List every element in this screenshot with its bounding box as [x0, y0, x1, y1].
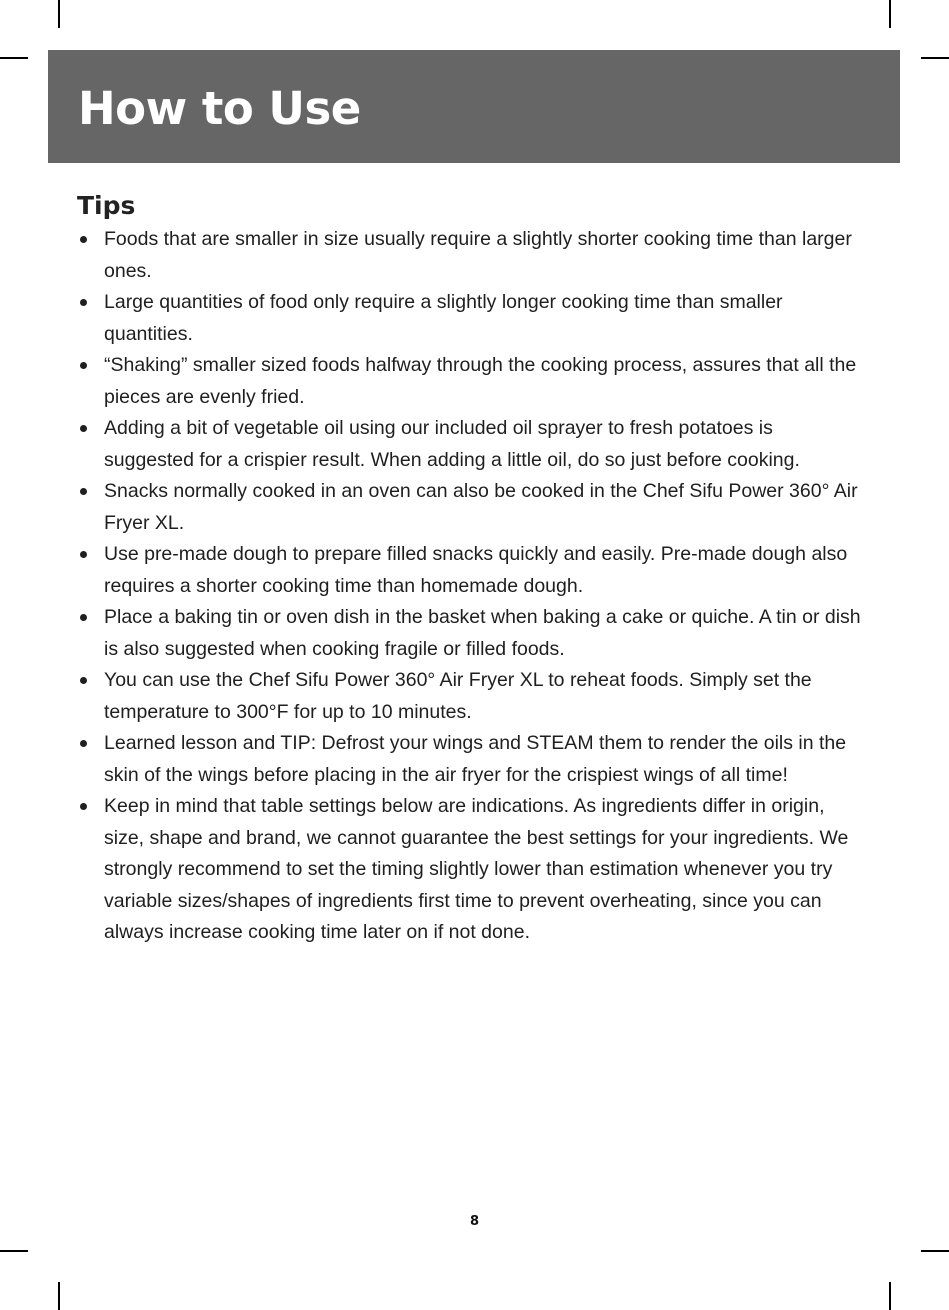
tip-item	[78, 728, 868, 791]
tip-text: Adding a bit of vegetable oil using our included oil sprayer to fresh potatoes is suggested for a crispier result. When adding a little oil, do so just before cooking.	[104, 417, 800, 471]
bullet-icon	[80, 551, 87, 558]
bullet-icon	[80, 299, 87, 306]
crop-mark-top-right	[889, 0, 891, 28]
bullet-icon	[80, 677, 87, 684]
bullet-icon	[80, 362, 87, 369]
tips-list	[78, 224, 868, 949]
crop-mark-bottom-right-h	[921, 1250, 949, 1252]
crop-mark-bottom-right	[889, 1282, 891, 1310]
tip-item	[78, 476, 868, 539]
tip-text: Use pre-made dough to prepare filled snacks quickly and easily. Pre-made dough also requires a shorter cooking time than homemade dough.	[104, 543, 848, 597]
crop-mark-bottom-left	[58, 1282, 60, 1310]
crop-mark-top-left	[58, 0, 60, 28]
section-heading-tips: Tips	[77, 191, 136, 220]
crop-mark-bottom-left-h	[0, 1250, 28, 1252]
tip-text: Keep in mind that table settings below are indications. As ingredients differ in origin, size, shape and brand, we cannot guarantee the best settings for your ingredients. We strongly recommend to set the timing slightly lower than estimation whenever you try variable sizes/shapes of ingredients first time to prevent overheating, since you can always increase cooking time later on if not done.	[104, 795, 849, 943]
tip-item	[78, 602, 868, 665]
bullet-icon	[80, 740, 87, 747]
tip-text: Snacks normally cooked in an oven can also be cooked in the Chef Sifu Power 360° Air Fryer XL.	[104, 480, 858, 534]
bullet-icon	[80, 614, 87, 621]
page-number: 8	[469, 1214, 480, 1229]
tip-text: Learned lesson and TIP: Defrost your wings and STEAM them to render the oils in the skin of the wings before placing in the air fryer for the crispiest wings of all time!	[104, 732, 847, 786]
tip-text: “Shaking” smaller sized foods halfway through the cooking process, assures that all the pieces are evenly fried.	[104, 354, 857, 408]
tip-item	[78, 287, 868, 350]
header-banner	[48, 50, 900, 163]
page-title: How to Use	[78, 82, 361, 135]
tip-item	[78, 791, 868, 949]
bullet-icon	[80, 425, 87, 432]
bullet-icon	[80, 236, 87, 243]
tip-item	[78, 224, 868, 287]
tip-text: Foods that are smaller in size usually require a slightly shorter cooking time than larger ones.	[104, 228, 852, 282]
tip-item	[78, 413, 868, 476]
bullet-icon	[80, 488, 87, 495]
tip-text: Place a baking tin or oven dish in the basket when baking a cake or quiche. A tin or dish is also suggested when cooking fragile or filled foods.	[104, 606, 861, 660]
tip-item	[78, 665, 868, 728]
bullet-icon	[80, 803, 87, 810]
tip-text: Large quantities of food only require a slightly longer cooking time than smaller quantities.	[104, 291, 783, 345]
crop-mark-top-left-h	[0, 57, 28, 59]
crop-mark-top-right-h	[921, 57, 949, 59]
tip-item	[78, 350, 868, 413]
tip-item	[78, 539, 868, 602]
tip-text: You can use the Chef Sifu Power 360° Air Fryer XL to reheat foods. Simply set the temperature to 300°F for up to 10 minutes.	[104, 669, 812, 723]
